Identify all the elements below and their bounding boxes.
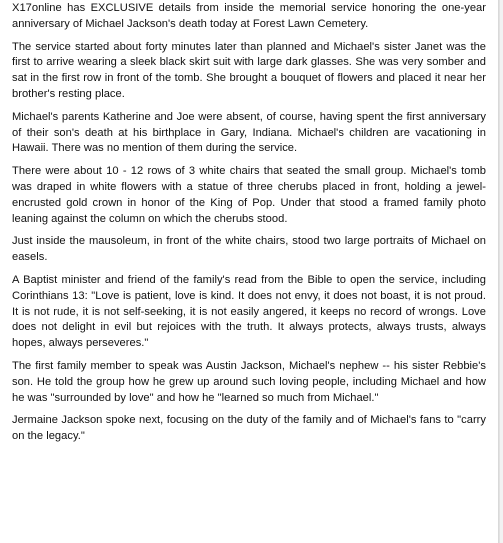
article-paragraph: The first family member to speak was Austin Jackson, Michael's nephew -- his sister Rebbie's son. He told the group how he grew up around such loving people, including Michael and how he was "surrounded by love" and how he "learned so much from Michael." bbox=[12, 359, 486, 404]
scrollbar-edge[interactable] bbox=[499, 0, 503, 543]
article-paragraph: There were about 10 - 12 rows of 3 white chairs that seated the small group. Michael's tomb was draped in white flowers with a statue of three cherubs placed in front, holding a jewel-encrusted gold crown in honor of the King of Pop. Under that stood a framed family photo leaning against the column on which the cherubs stood. bbox=[12, 165, 486, 225]
article-paragraph: The service started about forty minutes later than planned and Michael's sister Janet was the first to arrive wearing a sleek black skirt suit with large dark glasses. She was very somber and sat in the first row in front of the tomb. She brought a bouquet of flowers and placed it near her brother's resting place. bbox=[12, 40, 486, 100]
article-paragraph: Jermaine Jackson spoke next, focusing on the duty of the family and of Michael's fans to "carry on the legacy." bbox=[12, 414, 486, 443]
article-paragraph: X17online has EXCLUSIVE details from inside the memorial service honoring the one-year anniversary of Michael Jackson's death today at Forest Lawn Cemetery. bbox=[12, 2, 486, 30]
article-paragraph: Just inside the mausoleum, in front of the white chairs, stood two large portraits of Michael on easels. bbox=[12, 235, 486, 264]
article-paragraph: Michael's parents Katherine and Joe were absent, of course, having spent the first anniversary of their son's death at his birthplace in Gary, Indiana. Michael's children are vacationing in Hawaii. There was no mention of them during the service. bbox=[12, 110, 486, 155]
article-paragraph: A Baptist minister and friend of the family's read from the Bible to open the service, including Corinthians 13: "Love is patient, love is kind. It does not envy, it does not boast, it is not proud. It is not rude, it is not self-seeking, it is not easily angered, it keeps no record of wrongs. Love does not delight in evil but rejoices with the truth. It always protects, always trusts, always hopes, always perseveres." bbox=[12, 273, 486, 350]
